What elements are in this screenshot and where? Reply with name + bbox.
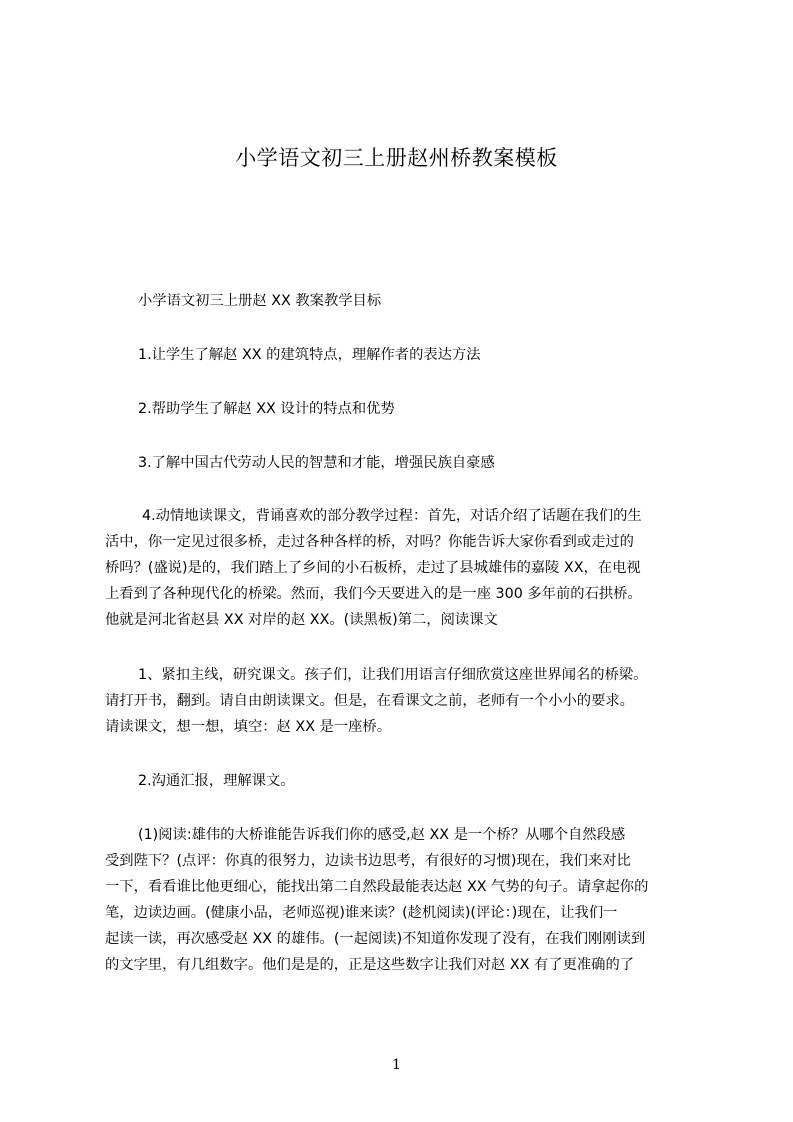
paragraph-line: 请读课文，想一想，填空：赵 XX 是一座桥。 (105, 719, 392, 735)
paragraph-line: 1、紧扣主线，研究课文。孩子们，让我们用语言仔细欣赏这座世界闻名的桥梁。 (138, 667, 648, 683)
paragraph-line: (1)阅读:雄伟的大桥谁能告诉我们你的感受,赵 XX 是一个桥？从哪个自然段感 (138, 827, 626, 843)
paragraph-line: 他就是河北省赵县 XX 对岸的赵 XX。(读黑板)第二，阅读课文 (105, 612, 498, 628)
paragraph-line: 起读一读，再次感受赵 XX 的雄伟。(一起阅读)不知道你发现了没有，在我们刚刚读到 (105, 931, 646, 947)
paragraph-line: 一下，看看谁比他更细心，能找出第二自然段最能表达赵 XX 气势的句子。请拿起你的 (105, 879, 649, 895)
paragraph-line: 4.动情地读课文，背诵喜欢的部分教学过程：首先，对话介绍了话题在我们的生 (142, 508, 642, 524)
heading-teaching-goals: 小学语文初三上册赵 XX 教案教学目标 (138, 293, 382, 309)
page-number: 1 (392, 1057, 401, 1073)
paragraph-line: 活中，你一定见过很多桥，走过各种各样的桥，对吗？你能告诉大家你看到或走过的 (105, 534, 634, 550)
document-title: 小学语文初三上册赵州桥教案模板 (235, 146, 558, 170)
paragraph-line: 2.沟通汇报，理解课文。 (138, 773, 295, 789)
paragraph-line: 桥吗？(盛说)是的，我们踏上了乡间的小石板桥，走过了县城雄伟的嘉陵 XX，在电视 (105, 560, 641, 576)
goal-item-1: 1.让学生了解赵 XX 的建筑特点，理解作者的表达方法 (138, 347, 481, 363)
paragraph-line: 上看到了各种现代化的桥梁。然而，我们今天要进入的是一座 300 多年前的石拱桥。 (105, 586, 642, 602)
paragraph-line: 的文字里，有几组数字。他们是是的，正是这些数字让我们对赵 XX 有了更准确的了 (105, 957, 635, 973)
paragraph-line: 笔，边读边画。(健康小品，老师巡视)谁来读？(趁机阅读)(评论：)现在，让我们一 (105, 905, 618, 921)
paragraph-line: 请打开书，翻到。请自由朗读课文。但是，在看课文之前，老师有一个小小的要求。 (105, 693, 634, 709)
document-body (105, 0, 697, 1122)
goal-item-3: 3.了解中国古代劳动人民的智慧和才能，增强民族自豪感 (138, 455, 495, 471)
paragraph-line: 受到陛下？(点评：你真的很努力，边读书边思考，有很好的习惯)现在，我们来对比 (105, 853, 631, 869)
goal-item-2: 2.帮助学生了解赵 XX 设计的特点和优势 (138, 401, 395, 417)
